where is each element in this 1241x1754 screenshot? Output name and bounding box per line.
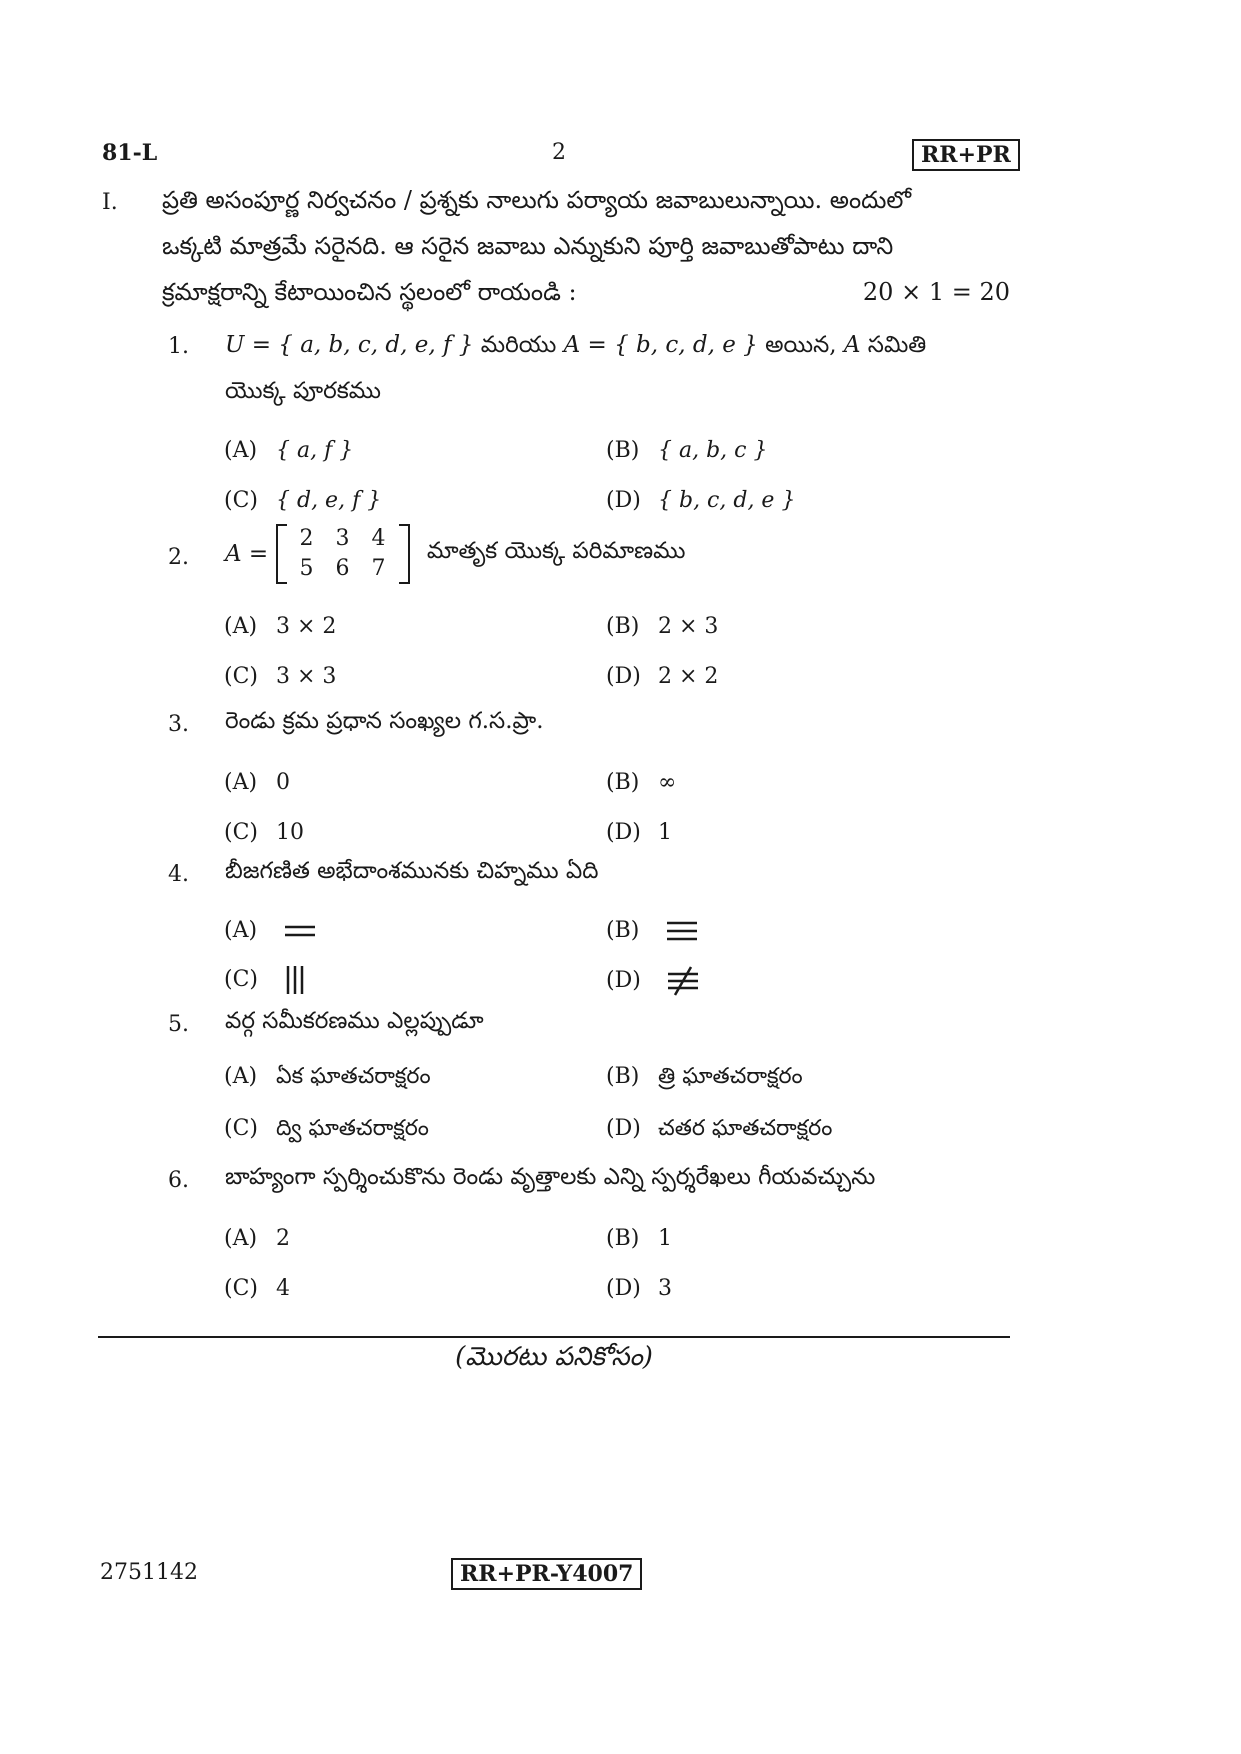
- matrix: [289, 524, 397, 584]
- marks-allotment: 20 × 1 = 20: [862, 278, 1010, 306]
- option[interactable]: (A) ఏక ఘాతచరాక్షరం: [224, 1064, 431, 1089]
- question-number: 6.: [168, 1168, 189, 1193]
- instruction-line: క్రమాక్షరాన్ని కేటాయించిన స్థలంలో రాయండి :: [162, 278, 577, 306]
- question-text-line2: యొక్క పూరకము: [225, 378, 382, 404]
- rough-work-note: (మొరటు పనికోసం): [455, 1342, 653, 1372]
- option[interactable]: (C) { d, e, f }: [224, 488, 382, 513]
- question-text: A = 2 3 4 5 6 7 మాతృక యొక్క పరిమాణము: [225, 524, 685, 584]
- matrix-cell: 4: [371, 526, 386, 551]
- option[interactable]: (A) 2: [224, 1226, 290, 1251]
- not-identical-symbol-icon: [665, 964, 701, 998]
- option[interactable]: (D) 2 × 2: [606, 664, 719, 689]
- identical-symbol-icon: [665, 919, 699, 943]
- question-number: 1.: [168, 334, 189, 359]
- section-number: I.: [102, 190, 118, 215]
- option[interactable]: (D) 3: [606, 1276, 672, 1301]
- question-number: 3.: [168, 712, 189, 737]
- version-tag: RR+PR: [912, 139, 1020, 171]
- question-text: బీజగణిత అభేదాంశమునకు చిహ్నము ఏది: [225, 858, 599, 884]
- page-number: 2: [552, 140, 566, 165]
- option[interactable]: (D) { b, c, d, e }: [606, 488, 796, 513]
- option[interactable]: (B) త్రి ఘాతచరాక్షరం: [606, 1064, 803, 1089]
- option[interactable]: (C) 3 × 3: [224, 664, 337, 689]
- matrix-left-bracket: [276, 524, 287, 584]
- matrix-right-bracket: [399, 524, 410, 584]
- question-text: రెండు క్రమ ప్రధాన సంఖ్యల గ.స.ప్రా.: [225, 708, 544, 734]
- matrix-cell: 5: [299, 556, 314, 581]
- set-u: U = { a, b, c, d, e, f }: [225, 332, 474, 358]
- option[interactable]: (D): [606, 964, 701, 998]
- question-number: 2.: [168, 545, 189, 570]
- question-number: 4.: [168, 862, 189, 887]
- instruction-line: ప్రతి అసంపూర్ణ నిర్వచనం / ప్రశ్నకు నాలుగు పర్యాయ జవాబులున్నాయి. అందులో: [162, 186, 912, 214]
- option[interactable]: (B) 1: [606, 1226, 672, 1251]
- option[interactable]: (D) 1: [606, 820, 672, 845]
- option[interactable]: (B) ∞: [606, 770, 677, 795]
- question-number: 5.: [168, 1012, 189, 1037]
- option[interactable]: (C) ద్వి ఘాతచరాక్షరం: [224, 1116, 429, 1141]
- question-text: వర్గ సమీకరణము ఎల్లప్పుడూ: [225, 1008, 484, 1034]
- option[interactable]: (C) 10: [224, 820, 304, 845]
- matrix-cell: 3: [335, 526, 350, 551]
- matrix-cell: 7: [371, 556, 386, 581]
- option[interactable]: (A): [224, 918, 317, 943]
- matrix-name: A =: [225, 541, 269, 567]
- option[interactable]: (C): [224, 964, 309, 996]
- option[interactable]: (A) 3 × 2: [224, 614, 337, 639]
- option[interactable]: (B): [606, 918, 699, 943]
- question-text: బాహ్యంగా స్పర్శించుకొను రెండు వృత్తాలకు ఎన్ని స్పర్శరేఖలు గీయవచ్చును: [225, 1164, 876, 1190]
- option[interactable]: (C) 4: [224, 1276, 290, 1301]
- question-text: U = { a, b, c, d, e, f } మరియు A = { b, c, d, e } అయిన, A సమితి: [225, 332, 927, 358]
- option[interactable]: (B) 2 × 3: [606, 614, 719, 639]
- option[interactable]: (B) { a, b, c }: [606, 438, 768, 463]
- set-a: A = { b, c, d, e }: [563, 332, 758, 358]
- divider: [98, 1336, 1010, 1338]
- booklet-code: RR+PR-Y4007: [451, 1558, 642, 1590]
- matrix-cell: 2: [299, 526, 314, 551]
- instruction-line: ఒక్కటి మాత్రమే సరైనది. ఆ సరైన జవాబు ఎన్నుకుని పూర్తి జవాబుతోపాటు దాని: [162, 232, 894, 260]
- equals-symbol-icon: [283, 921, 317, 941]
- serial-number: 2751142: [100, 1560, 198, 1585]
- paper-code: 81-L: [102, 140, 158, 166]
- matrix-cell: 6: [335, 556, 350, 581]
- option[interactable]: (D) చతర ఘాతచరాక్షరం: [606, 1116, 833, 1141]
- option[interactable]: (A) { a, f }: [224, 438, 354, 463]
- triple-vertical-bar-icon: [283, 964, 309, 996]
- option[interactable]: (A) 0: [224, 770, 290, 795]
